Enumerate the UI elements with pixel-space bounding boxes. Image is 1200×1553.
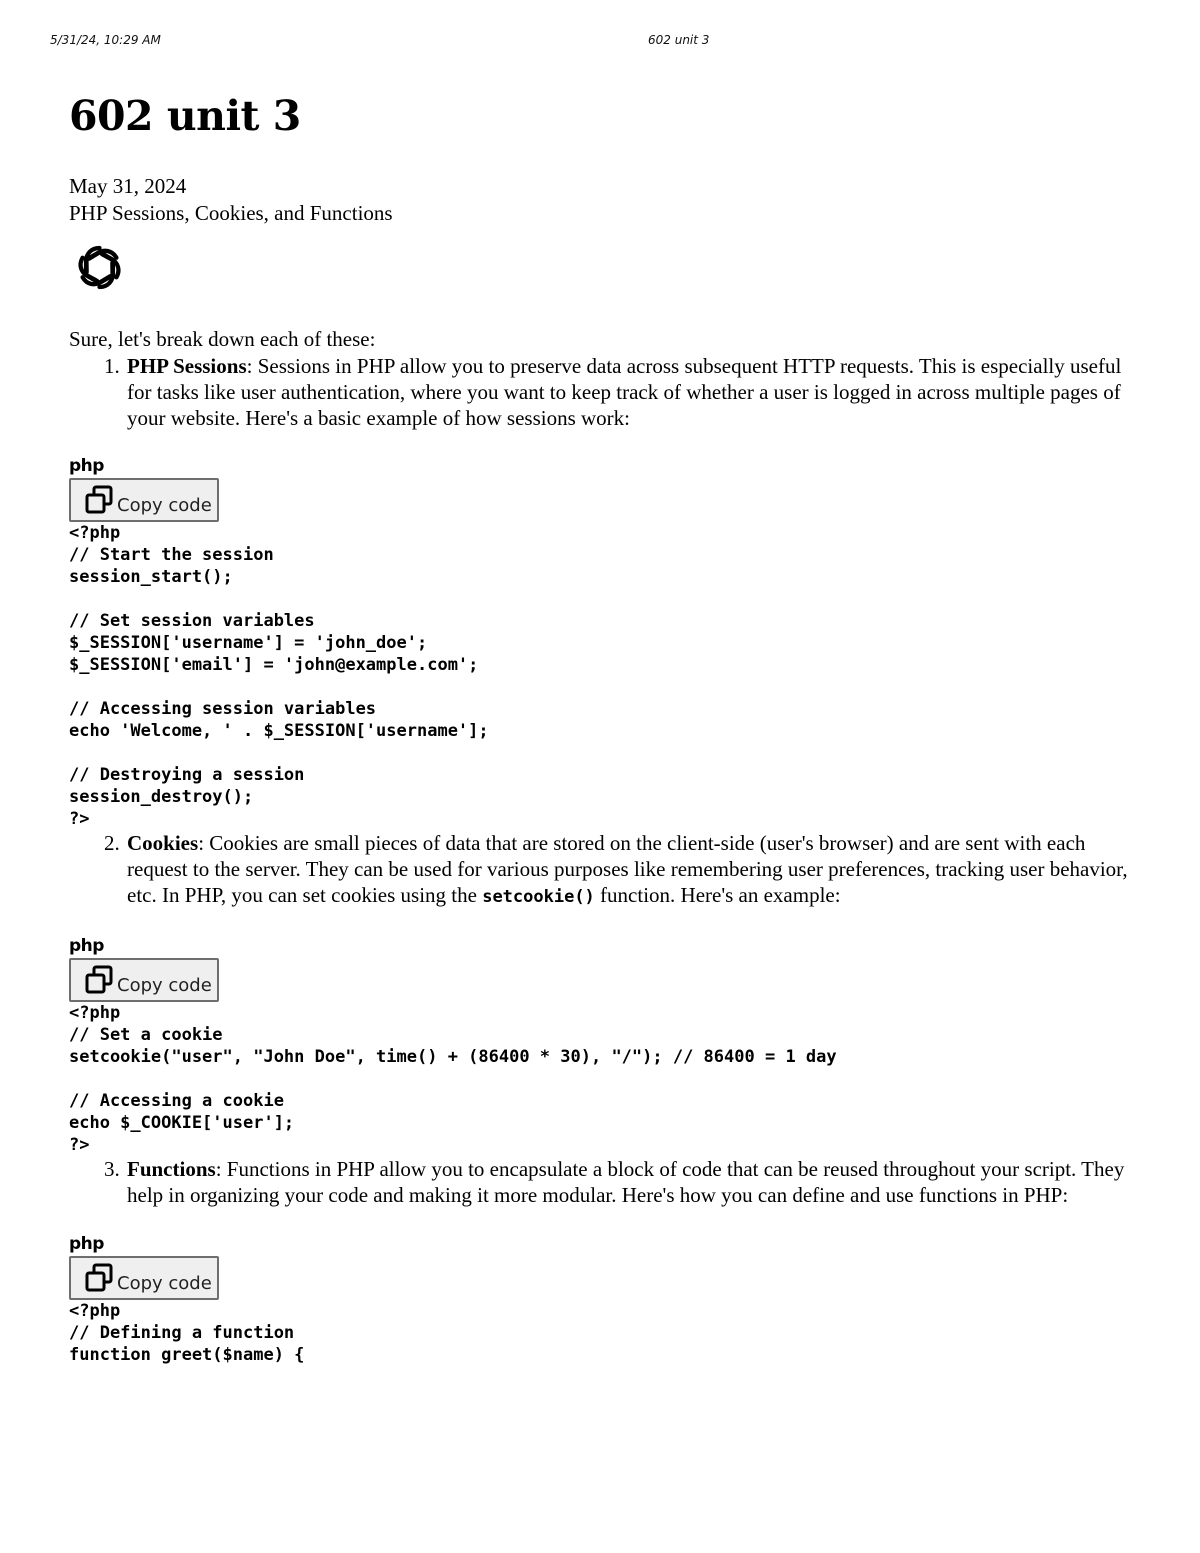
item-text: : Functions in PHP allow you to encapsulate a block of code that can be reused throughout your script. They help in organizing your code and making it more modular. Here's how you can define and use functions in PHP: (127, 1157, 1125, 1207)
term-cookies: Cookies (127, 831, 199, 855)
steps-list (69, 1156, 1149, 1208)
openai-logo-icon (69, 237, 130, 298)
copy-icon (83, 484, 115, 516)
page-title: 602 unit 3 (69, 92, 301, 140)
conversation-subtitle: PHP Sessions, Cookies, and Functions (69, 201, 393, 225)
print-doc-title: 602 unit 3 (648, 33, 710, 47)
term-php-sessions: PHP Sessions (127, 354, 247, 378)
code-content: <?php // Defining a function function greet($name) { (69, 1301, 305, 1365)
code-language-label: php (69, 936, 104, 956)
code-content: <?php // Start the session session_start(); // Set session variables $_SESSION['username'] = 'john_doe'; $_SESSION['email'] = 'john@example.com'; // Accessing session variables echo 'Welcome, ' . $_SESSION['username']; // Destroying a session session_destroy(); ?> (69, 523, 489, 829)
list-number: 2. (104, 831, 120, 855)
copy-icon (83, 1262, 115, 1294)
inline-code: setcookie() (482, 887, 595, 907)
copy-code-button[interactable] (69, 1256, 219, 1300)
item-text: : Sessions in PHP allow you to preserve data across subsequent HTTP requests. This is especially useful for tasks like user authentication, where you want to keep track of whether a user is logged in across multiple pages of your website. Here's a basic example of how sessions work: (127, 354, 1122, 430)
list-item-functions (69, 1156, 1149, 1208)
code-language-label: php (69, 456, 104, 476)
steps-list (69, 353, 1149, 431)
steps-list (69, 830, 1149, 910)
code-block-cookies (69, 936, 1149, 1156)
list-item-cookies (69, 830, 1149, 910)
copy-code-label: Copy code (117, 495, 212, 516)
code-language-label: php (69, 1234, 104, 1254)
copy-code-button[interactable] (69, 958, 219, 1002)
list-item-sessions (69, 353, 1149, 431)
copy-code-label: Copy code (117, 975, 212, 996)
code-block-sessions (69, 456, 1149, 830)
copy-code-label: Copy code (117, 1273, 212, 1294)
intro-text: Sure, let's break down each of these: (69, 327, 376, 351)
item-text: function. Here's an example: (594, 883, 841, 907)
conversation-date: May 31, 2024 (69, 174, 187, 198)
print-datetime: 5/31/24, 10:29 AM (50, 33, 161, 47)
copy-code-button[interactable] (69, 478, 219, 522)
code-block-functions (69, 1234, 1149, 1366)
term-functions: Functions (127, 1157, 216, 1181)
document-body (69, 90, 1149, 1366)
list-number: 3. (104, 1157, 120, 1181)
list-number: 1. (104, 354, 120, 378)
code-content: <?php // Set a cookie setcookie("user", "John Doe", time() + (86400 * 30), "/"); // 86400 = 1 day // Accessing a cookie echo $_COOKIE['user']; ?> (69, 1003, 837, 1155)
copy-icon (83, 964, 115, 996)
item-text: : Cookies are small pieces of data that are stored on the client-side (user's browser) and are sent with each request to the server. They can be used for various purposes like remembering user preferences, tracking user behavior, etc. In PHP, you can set cookies using the (127, 831, 1128, 907)
